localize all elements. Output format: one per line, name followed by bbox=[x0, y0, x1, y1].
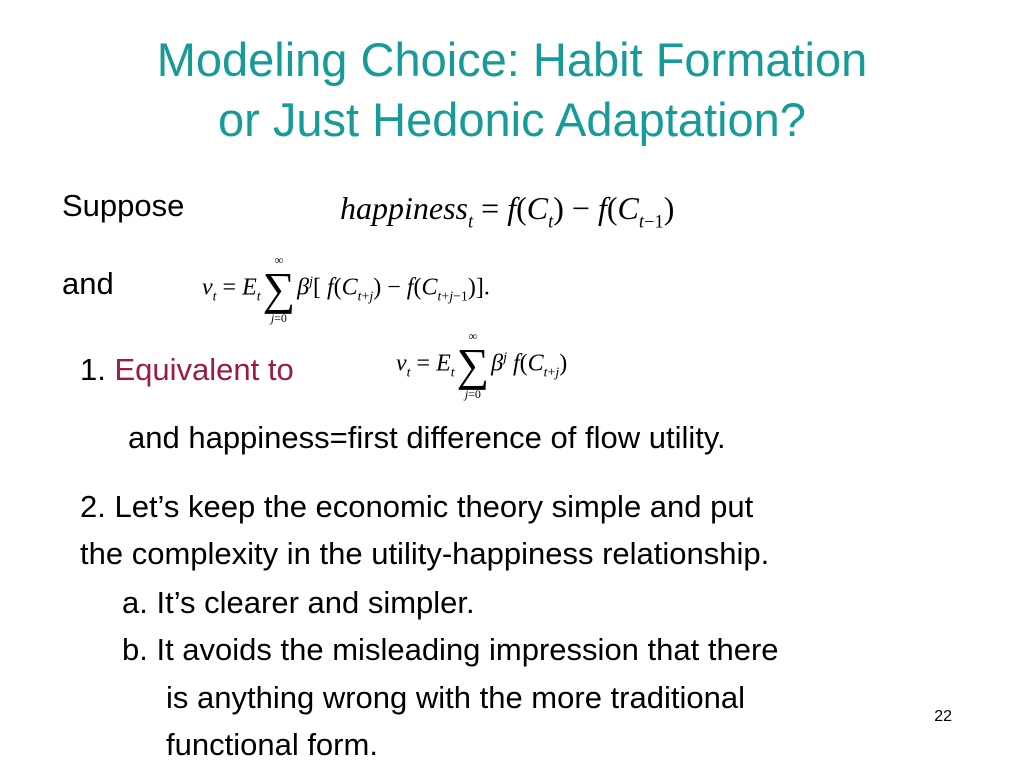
equation-value-flow: $v_t = E_t$ ∞ ∑ j=0 $\beta^j$ $f(C_{t+j})$ bbox=[396, 329, 568, 401]
item-1-continuation: and happiness=first difference of flow utility. bbox=[128, 420, 726, 455]
item-1-equivalent: Equivalent to bbox=[114, 352, 294, 387]
summation-symbol: ∞ ∑ j=0 bbox=[456, 329, 490, 401]
item-2-line-1: 2. Let’s keep the economic theory simple and put bbox=[80, 489, 754, 524]
suppose-label: Suppose bbox=[62, 188, 185, 223]
equation-value-difference: $v_t = E_t$ ∞ ∑ j=0 $\beta^j$[ $f(C_{t+j}) - f(C_{t+j-1})$]. bbox=[202, 253, 490, 325]
item-2a: a. It’s clearer and simpler. bbox=[122, 585, 475, 620]
item-2-line-2: the complexity in the utility-happiness relationship. bbox=[80, 536, 770, 571]
item-1-number: 1. bbox=[80, 352, 106, 387]
title-line-2: or Just Hedonic Adaptation? bbox=[218, 93, 806, 146]
item-2b-line-3: functional form. bbox=[166, 727, 378, 762]
and-label: and bbox=[62, 266, 114, 301]
item-1 bbox=[80, 352, 294, 388]
page-number: 22 bbox=[934, 708, 952, 725]
title-line-1: Modeling Choice: Habit Formation bbox=[156, 33, 868, 86]
item-2b-line-1: b. It avoids the misleading impression that there bbox=[122, 632, 779, 667]
item-2b-line-2: is anything wrong with the more traditional bbox=[166, 680, 745, 715]
equation-happiness: happiness$_t$ = $f(C_t) - f(C_{t-1})$ bbox=[340, 190, 675, 233]
summation-symbol: ∞ ∑ j=0 bbox=[262, 253, 296, 325]
slide-title bbox=[0, 30, 1024, 150]
